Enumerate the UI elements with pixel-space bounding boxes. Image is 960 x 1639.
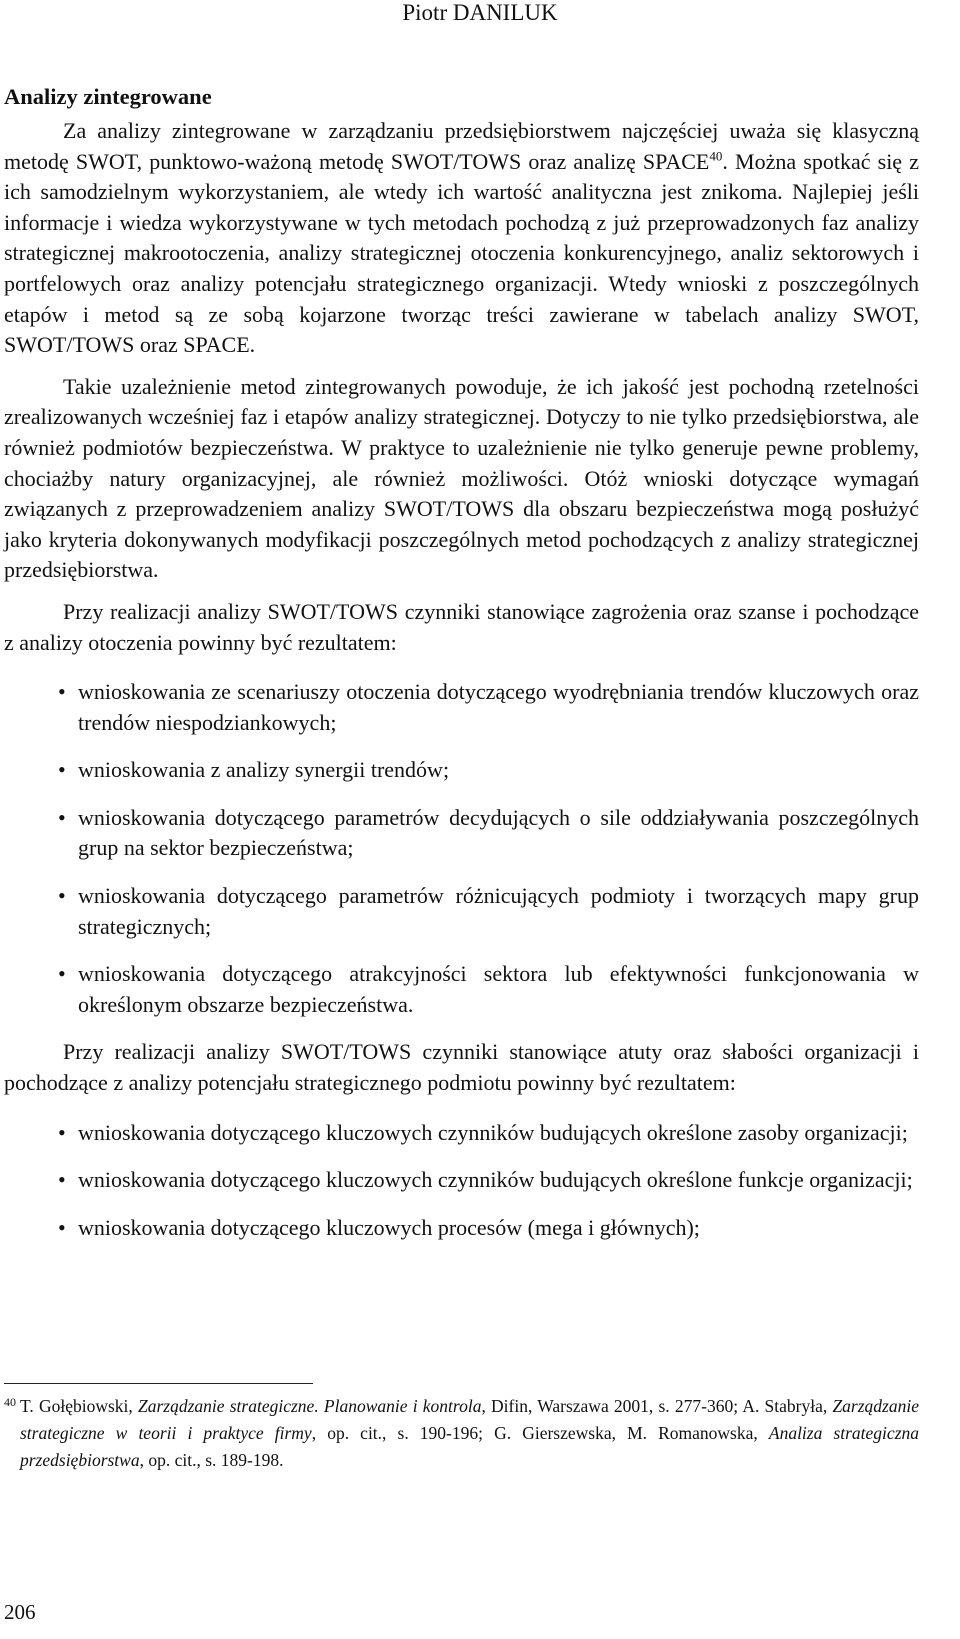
footnote-text-part: , op. cit., s. 190-196; G. Gierszewska, M. Romanowska,: [311, 1423, 769, 1443]
paragraph-1-text-b: . Można spotkać się z ich samodzielnym wykorzystaniem, ale wtedy ich wartość analityczna jest znikoma. Najlepiej jeśli informacje i wiedza wykorzystywane w tych metodach pochodzą z już przeprowadzonych faz analizy strategicznej makrootoczenia, analizy strategicznej otoczenia konkurencyjnego, analiz sektorowych i portfelowych oraz analizy potencjału strategicznego organizacji. Wtedy wnioski z poszczególnych etapów i metod są ze sobą kojarzone tworząc treści zawierane w tabelach analizy SWOT, SWOT/TOWS oraz SPACE.: [4, 148, 920, 358]
list-item-text: wnioskowania dotyczącego kluczowych czynników budujących określone zasoby organizacji;: [78, 1119, 908, 1145]
bullet-icon: •: [58, 679, 66, 705]
bullet-icon: •: [58, 757, 66, 783]
list-item-text: wnioskowania dotyczącego atrakcyjności sektora lub efektywności funkcjonowania w określonym obszarze bezpieczeństwa.: [78, 961, 919, 1017]
list-item-text: wnioskowania dotyczącego kluczowych procesów (mega i głównych);: [78, 1214, 700, 1240]
bullet-icon: •: [58, 883, 66, 909]
bullet-icon: •: [58, 1119, 66, 1145]
footnote-text-part: , op. cit., s. 189-198.: [139, 1450, 284, 1470]
list-item: [4, 1165, 919, 1196]
list-item: [4, 755, 919, 786]
page-number: 206: [4, 1600, 36, 1624]
bullet-icon: •: [58, 1214, 66, 1240]
list-item-text: wnioskowania dotyczącego parametrów decydujących o sile oddziaływania poszczególnych grup na sektor bezpieczeństwa;: [78, 804, 919, 861]
list-item-text: wnioskowania ze scenariuszy otoczenia dotyczącego wyodrębniania trendów kluczowych oraz trendów niespodziankowych;: [78, 679, 919, 735]
paragraph-4: Przy realizacji analizy SWOT/TOWS czynniki stanowiące atuty oraz słabości organizacji i pochodzące z analizy potencjału strategicznego podmiotu powinny być rezultatem:: [4, 1039, 919, 1096]
list-item: [4, 881, 919, 942]
bullet-icon: •: [58, 1167, 66, 1193]
footnote-text-part: , Difin, Warszawa 2001, s. 277-360; A. Stabryła,: [481, 1396, 833, 1416]
list-item-text: wnioskowania z analizy synergii trendów;: [78, 757, 450, 783]
list-item-text: wnioskowania dotyczącego parametrów różnicujących podmioty i tworzących mapy grup strategicznych;: [78, 883, 919, 939]
bullet-list-2: [4, 1118, 919, 1244]
section-title: Analizy zintegrowane: [4, 84, 212, 109]
list-item-text: wnioskowania dotyczącego kluczowych czynników budujących określone funkcje organizacji;: [78, 1167, 913, 1193]
footnote-text-part: T. Gołębiowski,: [20, 1396, 138, 1416]
paragraph-1: [4, 116, 919, 361]
footnote-number: 40: [4, 1395, 16, 1409]
footnote-book-title: Zarządzanie strategiczne w teorii i praktyce firmy: [20, 1396, 919, 1443]
footnote-reference[interactable]: 40: [709, 148, 723, 164]
footnote-book-title: Analiza strategiczna przedsiębiorstwa: [20, 1423, 920, 1470]
list-item: [4, 1213, 919, 1244]
paragraph-3: Przy realizacji analizy SWOT/TOWS czynniki stanowiące zagrożenia oraz szanse i pochodzące z analizy otoczenia powinny być rezultatem:: [4, 598, 919, 655]
paragraph-1-text-a: Za analizy zintegrowane w zarządzaniu przedsiębiorstwem najczęściej uważa się klasyczną metodę SWOT, punktowo-ważoną metodę SWOT/TOWS oraz analizę SPACE: [4, 118, 919, 174]
running-header: Piotr DANILUK: [402, 0, 558, 25]
list-item: [4, 677, 919, 738]
main-content: [4, 79, 919, 1260]
footnote-book-title: Zarządzanie strategiczne. Planowanie i kontrola: [138, 1396, 482, 1416]
footnote-text: [20, 1393, 919, 1474]
bullet-icon: •: [58, 804, 66, 830]
paragraph-2: Takie uzależnienie metod zintegrowanych powoduje, że ich jakość jest pochodną rzetelności zrealizowanych wcześniej faz i etapów analizy strategicznej. Dotyczy to nie tylko przedsiębiorstwa, ale również podmiotów bezpieczeństwa. W praktyce to uzależnienie nie tylko generuje pewne problemy, chociażby natury organizacyjnej, ale również możliwości. Otóż wnioski dotyczące wymagań związanych z przeprowadzeniem analizy SWOT/TOWS dla obszaru bezpieczeństwa mogą posłużyć jako kryteria dokonywanych modyfikacji poszczególnych metod pochodzących z analizy strategicznej przedsiębiorstwa.: [4, 373, 919, 583]
list-item: [4, 1118, 919, 1149]
list-item: [4, 803, 919, 864]
footnote: [4, 1393, 919, 1474]
bullet-icon: •: [58, 961, 66, 987]
bullet-list-1: [4, 677, 919, 1020]
footnote-divider: [4, 1383, 313, 1384]
list-item: [4, 959, 919, 1020]
